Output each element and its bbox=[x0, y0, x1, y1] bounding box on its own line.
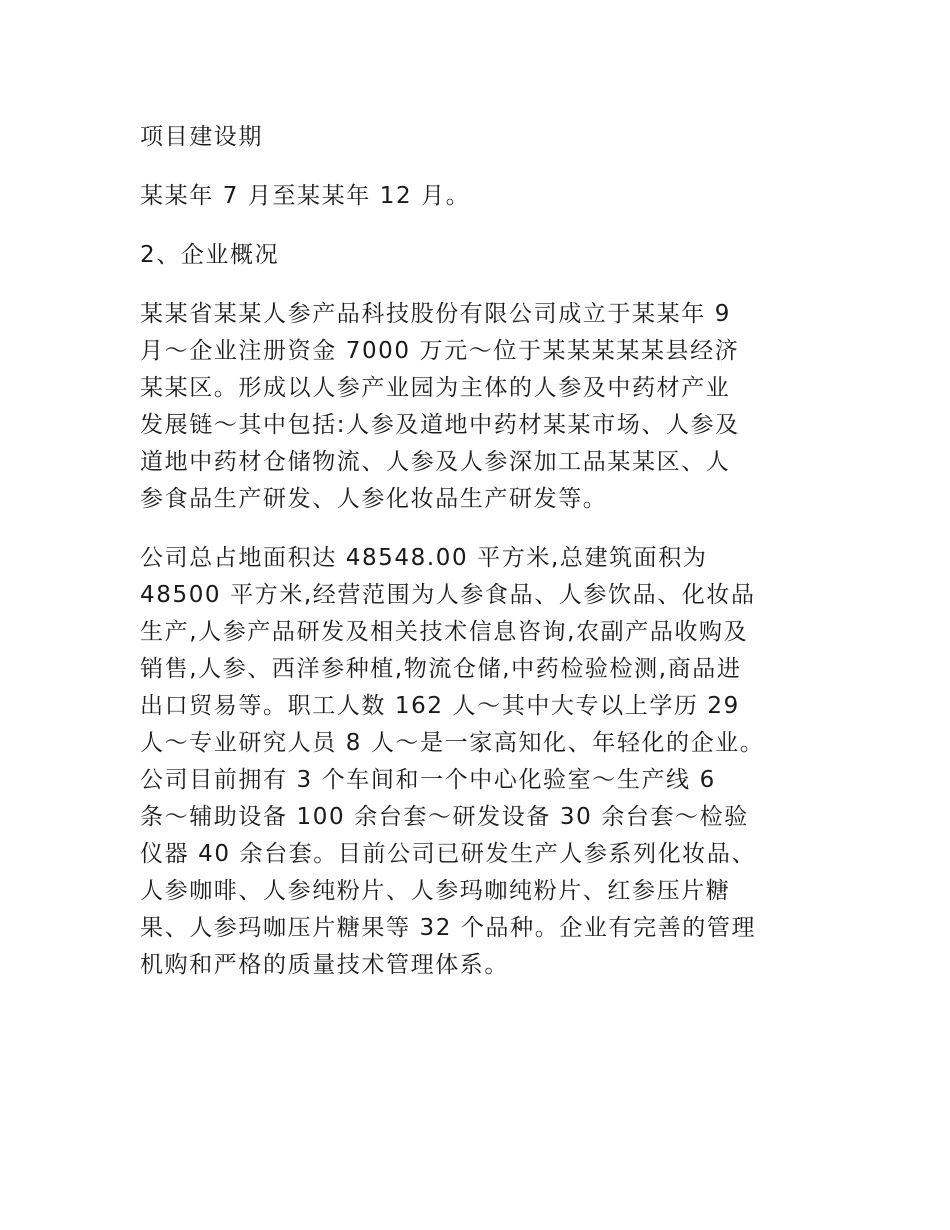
text-line: 果、人参玛咖压片糖果等 32 个品种。企业有完善的管理 bbox=[140, 915, 757, 941]
text-line: 销售,人参、西洋参种植,物流仓储,中药检验检测,商品进 bbox=[140, 656, 742, 682]
text-line: 仪器 40 余台套。目前公司已研发生产人参系列化妆品、 bbox=[140, 841, 757, 867]
construction-period-text bbox=[140, 178, 816, 215]
text-line: 条～辅助设备 100 余台套～研发设备 30 余台套～检验 bbox=[140, 804, 749, 830]
text-line: 2、企业概况 bbox=[140, 242, 280, 268]
text-line: 生产,人参产品研发及相关技术信息咨询,农副产品收购及 bbox=[140, 619, 749, 645]
text-line: 机购和严格的质量技术管理体系。 bbox=[140, 952, 509, 978]
text-line: 某某省某某人参产品科技股份有限公司成立于某某年 9 bbox=[140, 301, 731, 327]
document-body bbox=[140, 119, 816, 1006]
text-line: 公司目前拥有 3 个车间和一个中心化验室～生产线 6 bbox=[140, 767, 716, 793]
paragraph-company-overview bbox=[140, 296, 816, 518]
text-line: 人～专业研究人员 8 人～是一家高知化、年轻化的企业。 bbox=[140, 730, 765, 756]
text-line: 参食品生产研发、人参化妆品生产研发等。 bbox=[140, 486, 608, 512]
section-title-company-overview bbox=[140, 237, 816, 274]
text-line: 人参咖啡、人参纯粉片、人参玛咖纯粉片、红参压片糖 bbox=[140, 878, 731, 904]
text-line: 发展链～其中包括:人参及道地中药材某某市场、人参及 bbox=[140, 412, 740, 438]
text-line: 月～企业注册资金 7000 万元～位于某某某某某县经济 bbox=[140, 338, 740, 364]
text-line: 公司总占地面积达 48548.00 平方米,总建筑面积为 bbox=[140, 545, 708, 571]
text-line: 项目建设期 bbox=[140, 124, 263, 150]
heading-construction-period bbox=[140, 119, 816, 156]
text-line: 某某区。形成以人参产业园为主体的人参及中药材产业 bbox=[140, 375, 731, 401]
text-line: 48500 平方米,经营范围为人参食品、人参饮品、化妆品 bbox=[140, 582, 756, 608]
text-line: 出口贸易等。职工人数 162 人～其中大专以上学历 29 bbox=[140, 693, 740, 719]
paragraph-company-details bbox=[140, 540, 816, 984]
text-line: 道地中药材仓储物流、人参及人参深加工品某某区、人 bbox=[140, 449, 731, 475]
text-line: 某某年 7 月至某某年 12 月。 bbox=[140, 183, 471, 209]
